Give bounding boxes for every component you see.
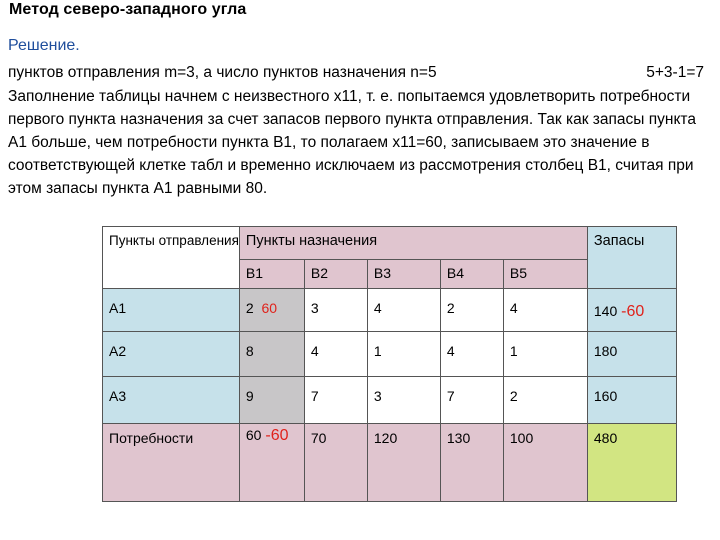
- cell-a1-b1: [239, 289, 304, 332]
- dest-name-b4: B4: [440, 260, 503, 289]
- origin-name-a1: A1: [103, 289, 240, 332]
- cost-a2-b5: 1: [503, 332, 587, 377]
- total-cell: 480: [587, 424, 676, 502]
- cost-a2-b1: 8: [239, 332, 304, 377]
- demand-b5: 100: [503, 424, 587, 502]
- cost-a2-b2: 4: [304, 332, 367, 377]
- demand-b1-change: -60: [265, 427, 289, 444]
- supply-a1: [587, 289, 676, 332]
- supply-a1-value: 140: [593, 303, 618, 319]
- dest-name-b2: B2: [304, 260, 367, 289]
- dest-name-b3: B3: [367, 260, 440, 289]
- cost-a2-b3: 1: [367, 332, 440, 377]
- explanation-paragraph: Заполнение таблицы начнем с неизвестного x11, т. е. попытаемся удовлетворить потребности первого пункта назначения за счет запасов первого пункта отправления. Так как запасы пункта A1 больше, чем потребности пункта B1, то полагаем x11=60, записываем это значение в соответствующей клетке табл и временно исключаем из рассмотрения столбец B1, считая при этом запасы пункта A1 равными 80.: [8, 88, 696, 197]
- transport-table: [102, 226, 677, 502]
- page-title: Метод северо-западного угла: [9, 1, 247, 18]
- cost-a3-b1: 9: [239, 377, 304, 424]
- cost-a1-b2: 3: [304, 289, 367, 332]
- demand-b3: 120: [367, 424, 440, 502]
- cost-a3-b3: 3: [367, 377, 440, 424]
- cost-a1-b4: 2: [440, 289, 503, 332]
- origin-name-a2: A2: [103, 332, 240, 377]
- allocation-a1-b1: 60: [261, 300, 278, 316]
- cost-a3-b5: 2: [503, 377, 587, 424]
- header-origin-points: Пункты отправления: [103, 227, 240, 289]
- dest-name-b1: B1: [239, 260, 304, 289]
- supply-a2: 180: [587, 332, 676, 377]
- problem-statement-line: [8, 62, 708, 84]
- demand-b1: [239, 424, 304, 502]
- dest-name-b5: B5: [503, 260, 587, 289]
- demand-b4: 130: [440, 424, 503, 502]
- cost-a2-b4: 4: [440, 332, 503, 377]
- header-destinations: Пункты назначения: [239, 227, 587, 260]
- header-supply: Запасы: [587, 227, 676, 289]
- solution-heading: Решение.: [8, 37, 80, 54]
- cost-a3-b2: 7: [304, 377, 367, 424]
- origin-name-a3: A3: [103, 377, 240, 424]
- cost-a1-b5: 4: [503, 289, 587, 332]
- cost-a3-b4: 7: [440, 377, 503, 424]
- demand-b2: 70: [304, 424, 367, 502]
- demand-label: Потребности: [103, 424, 240, 502]
- cost-a1-b3: 4: [367, 289, 440, 332]
- cost-a1-b1: 2: [245, 300, 254, 316]
- supply-a1-change: -60: [621, 303, 645, 320]
- demand-b1-value: 60: [245, 427, 262, 443]
- supply-a3: 160: [587, 377, 676, 424]
- basis-count-formula: 5+3-1=7: [646, 64, 704, 81]
- problem-statement-text: пунктов отправления m=3, а число пунктов назначения n=5: [8, 64, 437, 81]
